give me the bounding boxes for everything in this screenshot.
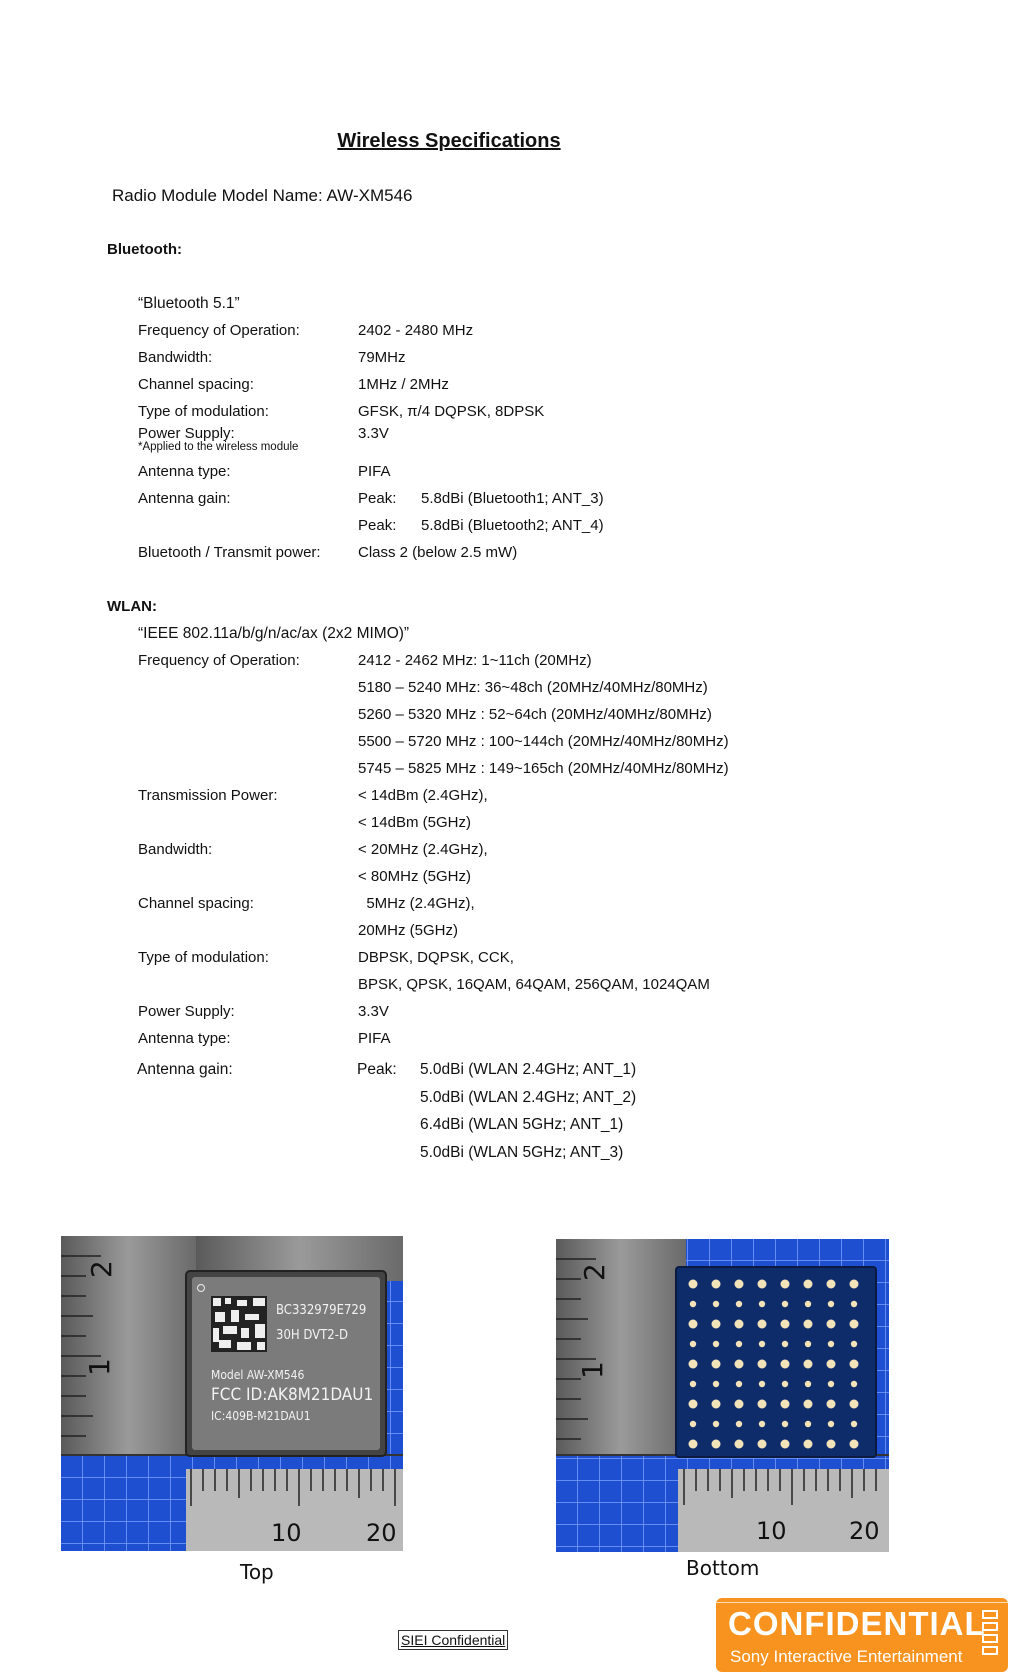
solder-pad [713, 1341, 719, 1347]
solder-pad [850, 1320, 859, 1329]
solder-pad [781, 1360, 790, 1369]
peak-label: Peak: [358, 517, 397, 534]
solder-pad [851, 1421, 857, 1427]
document-title: Wireless Specifications [337, 130, 561, 152]
solder-pad [781, 1280, 790, 1289]
wlan-value: DBPSK, DQPSK, CCK, [358, 949, 514, 966]
bt-value-group [358, 490, 604, 507]
bt-value-group [358, 517, 604, 534]
ruler-mark: 10 [271, 1519, 302, 1547]
wlan-value: < 20MHz (2.4GHz), [358, 841, 488, 858]
solder-pad [713, 1301, 719, 1307]
solder-pad [713, 1421, 719, 1427]
solder-pad [689, 1360, 698, 1369]
solder-pad [736, 1421, 742, 1427]
solder-pad [759, 1421, 765, 1427]
bt-label: Frequency of Operation: [138, 322, 300, 339]
solder-pad [689, 1440, 698, 1449]
bluetooth-standard: “Bluetooth 5.1” [138, 295, 240, 312]
ruler-mark: 20 [366, 1519, 397, 1547]
chip-text: IC:409B-M21DAU1 [211, 1409, 311, 1423]
wlan-value: 5260 – 5320 MHz : 52~64ch (20MHz/40MHz/80MHz) [358, 706, 712, 723]
solder-pad [851, 1341, 857, 1347]
solder-pad [828, 1301, 834, 1307]
solder-pad [828, 1381, 834, 1387]
solder-pad [712, 1280, 721, 1289]
wlan-standard: “IEEE 802.11a/b/g/n/ac/ax (2x2 MIMO)” [138, 625, 410, 642]
solder-pad [735, 1360, 744, 1369]
solder-pad [827, 1320, 836, 1329]
wlan-value: 5.0dBi (WLAN 5GHz; ANT_3) [420, 1144, 624, 1161]
solder-pad [759, 1381, 765, 1387]
solder-pad [690, 1421, 696, 1427]
wlan-label: Type of modulation: [138, 949, 269, 966]
solder-pad [759, 1301, 765, 1307]
stamp-divider [716, 1602, 1008, 1603]
wlan-value: 5.0dBi (WLAN 2.4GHz; ANT_2) [420, 1089, 637, 1106]
bt-footnote: *Applied to the wireless module [138, 441, 299, 453]
solder-pad [759, 1341, 765, 1347]
solder-pad [827, 1440, 836, 1449]
solder-pad [850, 1280, 859, 1289]
wlan-label: Frequency of Operation: [138, 652, 300, 669]
bt-label: Bluetooth / Transmit power: [138, 544, 321, 561]
module-bottom-image [556, 1239, 889, 1552]
wlan-value: 6.4dBi (WLAN 5GHz; ANT_1) [420, 1116, 624, 1133]
solder-pad [804, 1440, 813, 1449]
wlan-value: 3.3V [358, 1003, 389, 1020]
solder-pad [690, 1381, 696, 1387]
wlan-value: 5180 – 5240 MHz: 36~48ch (20MHz/40MHz/80MHz) [358, 679, 708, 696]
solder-pad [851, 1381, 857, 1387]
ruler-mark: 20 [849, 1517, 880, 1545]
solder-pad [827, 1400, 836, 1409]
bt-value: 5.8dBi (Bluetooth2; ANT_4) [421, 517, 604, 534]
chip-text: BC332979E729 [276, 1303, 367, 1318]
bt-label: Bandwidth: [138, 349, 213, 366]
bt-value: GFSK, π/4 DQPSK, 8DPSK [358, 403, 545, 420]
wlan-value: PIFA [358, 1030, 391, 1047]
bt-value: 2402 - 2480 MHz [358, 322, 474, 339]
solder-pad [805, 1301, 811, 1307]
solder-pad [781, 1320, 790, 1329]
wlan-label: Antenna gain: [137, 1061, 233, 1078]
solder-pad [804, 1280, 813, 1289]
solder-pad [828, 1341, 834, 1347]
wlan-label: Transmission Power: [138, 787, 278, 804]
wlan-value: < 14dBm (5GHz) [358, 814, 471, 831]
solder-pad [781, 1400, 790, 1409]
solder-pad [781, 1440, 790, 1449]
wlan-value: 5745 – 5825 MHz : 149~165ch (20MHz/40MHz/80MHz) [358, 760, 729, 777]
wlan-label: Bandwidth: [138, 841, 213, 858]
bottom-caption: Bottom [686, 1556, 760, 1580]
solder-pad [805, 1381, 811, 1387]
solder-pad [712, 1400, 721, 1409]
bt-label: Type of modulation: [138, 403, 269, 420]
bt-value: 79MHz [358, 349, 406, 366]
solder-pad [712, 1440, 721, 1449]
solder-pad [804, 1400, 813, 1409]
solder-pad [735, 1280, 744, 1289]
solder-pad [827, 1280, 836, 1289]
wlan-value: < 14dBm (2.4GHz), [358, 787, 488, 804]
bt-value: Class 2 (below 2.5 mW) [358, 544, 518, 561]
solder-pad [736, 1301, 742, 1307]
solder-pad [828, 1421, 834, 1427]
bt-label: Power Supply: [138, 425, 235, 442]
module-top-image [61, 1236, 403, 1551]
bt-value: PIFA [358, 463, 391, 480]
wlan-value: 20MHz (5GHz) [358, 922, 459, 939]
solder-pad [736, 1381, 742, 1387]
wlan-value: BPSK, QPSK, 16QAM, 64QAM, 256QAM, 1024QAM [358, 976, 710, 993]
wlan-heading: WLAN: [107, 598, 157, 615]
solder-pad [689, 1280, 698, 1289]
ruler-mark: 2 [578, 1263, 611, 1281]
peak-label: Peak: [357, 1061, 397, 1078]
peak-label: Peak: [358, 490, 397, 507]
wlan-label: Power Supply: [138, 1003, 235, 1020]
chip-text: Model AW-XM546 [211, 1368, 305, 1382]
model-name-line: Radio Module Model Name: AW-XM546 [112, 186, 413, 205]
solder-pad [805, 1421, 811, 1427]
solder-pad [804, 1360, 813, 1369]
solder-pad [735, 1400, 744, 1409]
solder-pad [782, 1301, 788, 1307]
module-top-photo [61, 1236, 403, 1551]
solder-pad [713, 1381, 719, 1387]
solder-pad [712, 1360, 721, 1369]
solder-pad [735, 1440, 744, 1449]
wlan-value-group [357, 1061, 636, 1079]
solder-pad [690, 1301, 696, 1307]
solder-pad [735, 1320, 744, 1329]
bt-label: Antenna type: [138, 463, 231, 480]
wlan-value: 2412 - 2462 MHz: 1~11ch (20MHz) [358, 652, 592, 669]
confidential-stamp [716, 1598, 1008, 1672]
ruler-mark: 2 [85, 1260, 118, 1278]
bt-value: 3.3V [358, 425, 389, 442]
stamp-subtitle: Sony Interactive Entertainment [730, 1647, 963, 1666]
wlan-label: Antenna type: [138, 1030, 231, 1047]
wlan-value: 5MHz (2.4GHz), [358, 895, 475, 912]
solder-pad [850, 1400, 859, 1409]
solder-pad [804, 1320, 813, 1329]
wlan-label: Channel spacing: [138, 895, 254, 912]
chip-text: 30H DVT2-D [276, 1328, 348, 1343]
solder-pad [782, 1421, 788, 1427]
bt-value: 1MHz / 2MHz [358, 376, 449, 393]
wlan-value: 5.0dBi (WLAN 2.4GHz; ANT_1) [420, 1061, 637, 1078]
solder-pad [850, 1360, 859, 1369]
stamp-title: CONFIDENTIAL [728, 1605, 986, 1642]
solder-pad [805, 1341, 811, 1347]
wlan-value: < 80MHz (5GHz) [358, 868, 471, 885]
bluetooth-heading: Bluetooth: [107, 241, 182, 258]
solder-pad [736, 1341, 742, 1347]
solder-pad [690, 1341, 696, 1347]
solder-pad [758, 1320, 767, 1329]
module-bottom-photo [556, 1239, 889, 1552]
stamp-logo-icon [982, 1610, 998, 1658]
solder-pad [758, 1280, 767, 1289]
solder-pad [758, 1440, 767, 1449]
bt-label: Channel spacing: [138, 376, 254, 393]
solder-pad [782, 1341, 788, 1347]
solder-pad [712, 1320, 721, 1329]
solder-pad [850, 1440, 859, 1449]
bt-value: 5.8dBi (Bluetooth1; ANT_3) [421, 490, 604, 507]
ruler-mark: 1 [83, 1358, 116, 1376]
solder-pad [851, 1301, 857, 1307]
footer-confidential: SIEI Confidential [398, 1630, 508, 1650]
solder-pad [689, 1400, 698, 1409]
ruler-mark: 1 [576, 1361, 609, 1379]
bt-label: Antenna gain: [138, 490, 231, 507]
chip-text: FCC ID:AK8M21DAU1 [211, 1385, 374, 1405]
solder-pad [758, 1400, 767, 1409]
solder-pad [827, 1360, 836, 1369]
wlan-value: 5500 – 5720 MHz : 100~144ch (20MHz/40MHz/80MHz) [358, 733, 729, 750]
solder-pad [689, 1320, 698, 1329]
solder-pad [782, 1381, 788, 1387]
solder-pad [758, 1360, 767, 1369]
ruler-mark: 10 [756, 1517, 787, 1545]
top-caption: Top [240, 1560, 274, 1584]
